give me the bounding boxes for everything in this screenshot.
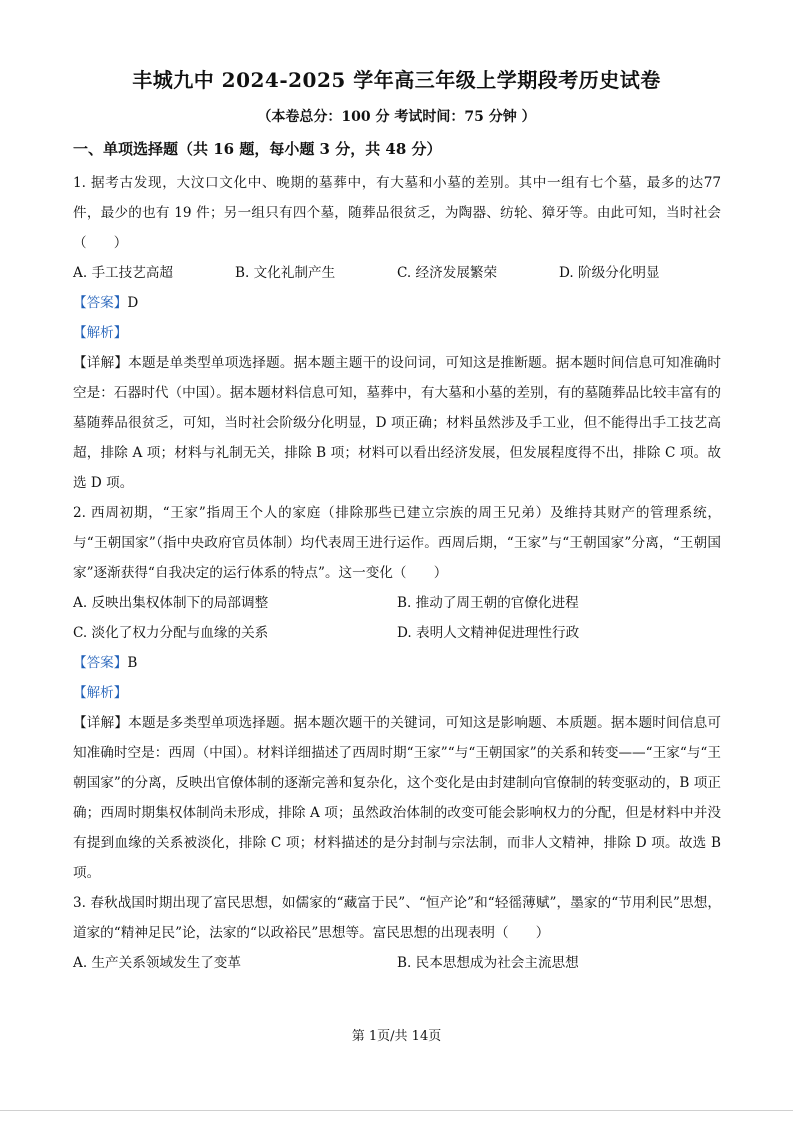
detail-text: 本题是单类型单项选择题。据本题主题干的设问词，可知这是推断题。据本题时间信息可知准确时空是：石器时代（中国）。据本题材料信息可知，墓葬中，有大墓和小墓的差别，有的墓随葬品比较丰富有的墓随葬品很贫乏，可知，当时社会阶级分化明显，D 项正确；材料虽然涉及手工业，但不能得出手工技艺高超，排除 A 项；材料与礼制无关，排除 B 项；材料可以看出经济发展，但发展程度得不出，排除 C 项。故选 D 项。 [73, 355, 722, 491]
detail-label: 【详解】 [73, 355, 129, 371]
option-a: A. 反映出集权体制下的局部调整 [73, 595, 269, 611]
option-c: C. 淡化了权力分配与血缘的关系 [73, 625, 269, 641]
option-d: D. 阶级分化明显 [559, 265, 660, 281]
options-row [73, 588, 721, 618]
document-body [73, 168, 721, 978]
options-row [73, 618, 721, 648]
question-stem: 1. 据考古发现，大汶口文化中、晚期的墓葬中，有大墓和小墓的差别。其中一组有七个墓，最多的达77 件，最少的也有 19 件；另一组只有四个墓，随葬品很贫乏，为陶器、纺轮、獐牙等。由此可知，当时社会（ ） [73, 175, 721, 251]
question-1 [73, 168, 721, 498]
answer-label: 【答案】 [73, 655, 128, 671]
answer-value: D [127, 295, 139, 311]
bottom-divider [0, 1110, 793, 1111]
detail-paragraph [73, 348, 721, 498]
detail-paragraph [73, 708, 721, 888]
answer-line [73, 288, 721, 318]
question-2 [73, 498, 721, 888]
option-b: B. 文化礼制产生 [235, 265, 336, 281]
options-row [73, 258, 721, 288]
answer-label: 【答案】 [73, 295, 128, 311]
option-a: A. 生产关系领域发生了变革 [73, 955, 241, 971]
option-b: B. 推动了周王朝的官僚化进程 [397, 595, 579, 611]
question-stem: 3. 春秋战国时期出现了富民思想，如儒家的“藏富于民”、“恒产论”和“轻徭薄赋”，墨家的“节用利民”思想，道家的“精神足民”论，法家的“以政裕民”思想等。富民思想的出现表明（ ） [73, 895, 721, 941]
analysis-label: 【解析】 [73, 325, 128, 341]
exam-title: 丰城九中 2024-2025 学年高三年级上学期段考历史试卷 [132, 68, 661, 92]
answer-line [73, 648, 721, 678]
exam-subtitle: （本卷总分：100 分 考试时间：75 分钟 ） [257, 109, 536, 125]
option-a: A. 手工技艺高超 [73, 265, 174, 281]
option-d: D. 表明人文精神促进理性行政 [397, 625, 580, 641]
options-row [73, 948, 721, 978]
option-c: C. 经济发展繁荣 [397, 265, 498, 281]
analysis-label: 【解析】 [73, 685, 128, 701]
option-b: B. 民本思想成为社会主流思想 [397, 955, 579, 971]
detail-text: 本题是多类型单项选择题。据本题次题干的关键词，可知这是影响题、本质题。据本题时间信息可知准确时空是：西周（中国）。材料详细描述了西周时期“王家”“与“王朝国家”的关系和转变——“王家“与“王朝国家”的分离，反映出官僚体制的逐渐完善和复杂化，这个变化是由封建制向官僚制的转变驱动的，B 项正确；西周时期集权体制尚未形成，排除 A 项；虽然政治体制的改变可能会影响权力的分配，但是材料中并没有提到血缘的关系被淡化，排除 C 项；材料描述的是分封制与宗法制，而非人文精神，排除 D 项。故选 B 项。 [73, 715, 722, 881]
section-heading: 一、单项选择题（共 16 题，每小题 3 分，共 48 分） [73, 140, 442, 158]
detail-label: 【详解】 [73, 715, 129, 731]
page-footer: 第 1页/共 14页 [351, 1029, 442, 1044]
answer-value: B [127, 655, 138, 671]
question-3 [73, 888, 721, 978]
question-stem: 2. 西周初期，“王家”指周王个人的家庭（排除那些已建立宗族的周王兄弟）及维持其财产的管理系统，与“王朝国家”（指中央政府官员体制）均代表周王进行运作。西周后期，“王家”与“王朝国家”分离，“王朝国家”逐渐获得“自我决定的运行体系的特点”。这一变化（ ） [73, 505, 721, 581]
